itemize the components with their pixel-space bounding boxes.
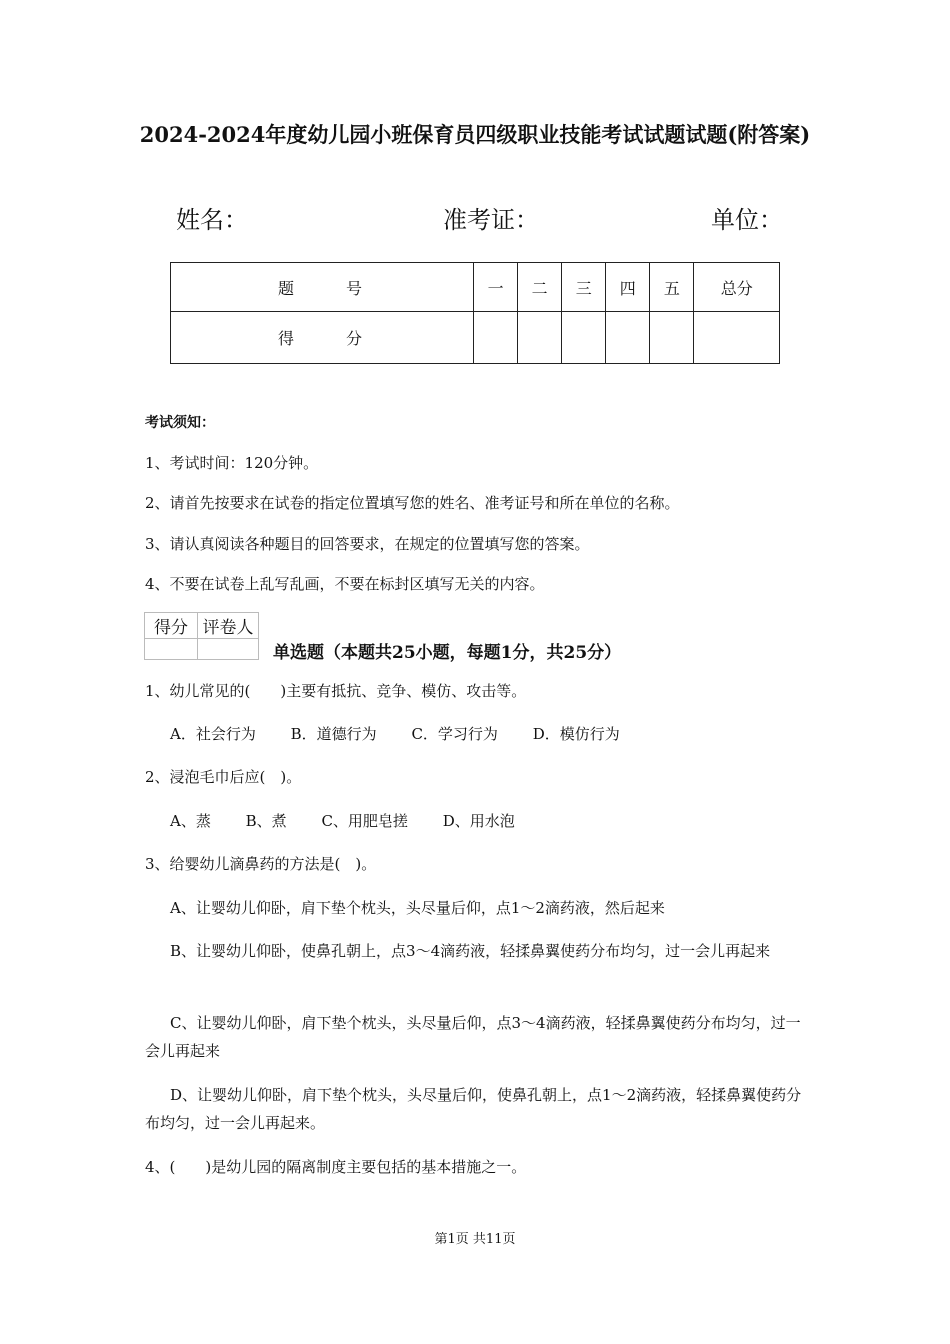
score-cell[interactable] bbox=[474, 312, 518, 364]
question-stem: 1、幼儿常见的( )主要有抵抗、竞争、模仿、攻击等。 bbox=[145, 682, 527, 700]
option: D、用水泡 bbox=[442, 812, 515, 830]
page-footer: 第1页 共11页 bbox=[434, 1232, 516, 1247]
option: B、让婴幼儿仰卧，使鼻孔朝上，点3～4滴药液，轻揉鼻翼使药分布均匀，过一会儿再起来 bbox=[170, 942, 771, 960]
option: D、让婴幼儿仰卧，肩下垫个枕头，头尽量后仰，使鼻孔朝上，点1～2滴药液，轻揉鼻翼使药分布均匀，过一会儿再起来。 bbox=[145, 1086, 802, 1132]
grader-score-label: 得分 bbox=[145, 613, 198, 639]
question-stem: 3、给婴幼儿滴鼻药的方法是( )。 bbox=[145, 855, 377, 873]
option: C、用肥皂搓 bbox=[321, 812, 408, 830]
option: C．学习行为 bbox=[411, 725, 498, 743]
score-row-label: 得 分 bbox=[171, 312, 474, 364]
question-stem: 2、浸泡毛巾后应( )。 bbox=[145, 768, 302, 786]
grader-score-cell[interactable] bbox=[145, 639, 198, 660]
notice-item: 3、请认真阅读各种题目的回答要求，在规定的位置填写您的答案。 bbox=[145, 535, 590, 553]
header-section-3: 三 bbox=[562, 263, 606, 312]
score-cell[interactable] bbox=[562, 312, 606, 364]
grader-reviewer-label: 评卷人 bbox=[198, 613, 259, 639]
notice-item: 4、不要在试卷上乱写乱画，不要在标封区填写无关的内容。 bbox=[145, 575, 545, 593]
name-label: 姓名： bbox=[176, 206, 248, 234]
header-question-number: 题 号 bbox=[171, 263, 474, 312]
grader-box bbox=[144, 612, 259, 660]
score-cell[interactable] bbox=[518, 312, 562, 364]
header-section-1: 一 bbox=[474, 263, 518, 312]
notice-item: 2、请首先按要求在试卷的指定位置填写您的姓名、准考证号和所在单位的名称。 bbox=[145, 494, 680, 512]
score-cell[interactable] bbox=[694, 312, 780, 364]
option: A、蒸 bbox=[170, 812, 211, 830]
question-stem: 4、( )是幼儿园的隔离制度主要包括的基本措施之一。 bbox=[145, 1158, 527, 1176]
option: A．社会行为 bbox=[170, 725, 256, 743]
question-options bbox=[170, 807, 810, 835]
score-cell[interactable] bbox=[650, 312, 694, 364]
unit-label: 单位： bbox=[711, 206, 783, 234]
option: A、让婴幼儿仰卧，肩下垫个枕头，头尽量后仰，点1～2滴药液，然后起来 bbox=[170, 899, 665, 917]
score-table bbox=[170, 262, 780, 364]
option: B、煮 bbox=[245, 812, 287, 830]
header-section-4: 四 bbox=[606, 263, 650, 312]
grader-reviewer-cell[interactable] bbox=[198, 639, 259, 660]
header-total: 总分 bbox=[694, 263, 780, 312]
option: B．道德行为 bbox=[290, 725, 377, 743]
document-title: 2024-2024年度幼儿园小班保育员四级职业技能考试试题试题(附答案) bbox=[139, 122, 811, 147]
header-section-2: 二 bbox=[518, 263, 562, 312]
notice-item: 1、考试时间：120分钟。 bbox=[145, 454, 319, 472]
question-options bbox=[170, 720, 810, 748]
header-section-5: 五 bbox=[650, 263, 694, 312]
notice-title: 考试须知： bbox=[145, 415, 215, 431]
exam-number-label: 准考证： bbox=[443, 206, 539, 234]
score-cell[interactable] bbox=[606, 312, 650, 364]
option: C、让婴幼儿仰卧，肩下垫个枕头，头尽量后仰，点3～4滴药液，轻揉鼻翼使药分布均匀，过一会儿再起来 bbox=[145, 1014, 801, 1060]
section-title: 单选题（本题共25小题，每题1分，共25分） bbox=[273, 643, 622, 663]
option: D．模仿行为 bbox=[532, 725, 620, 743]
